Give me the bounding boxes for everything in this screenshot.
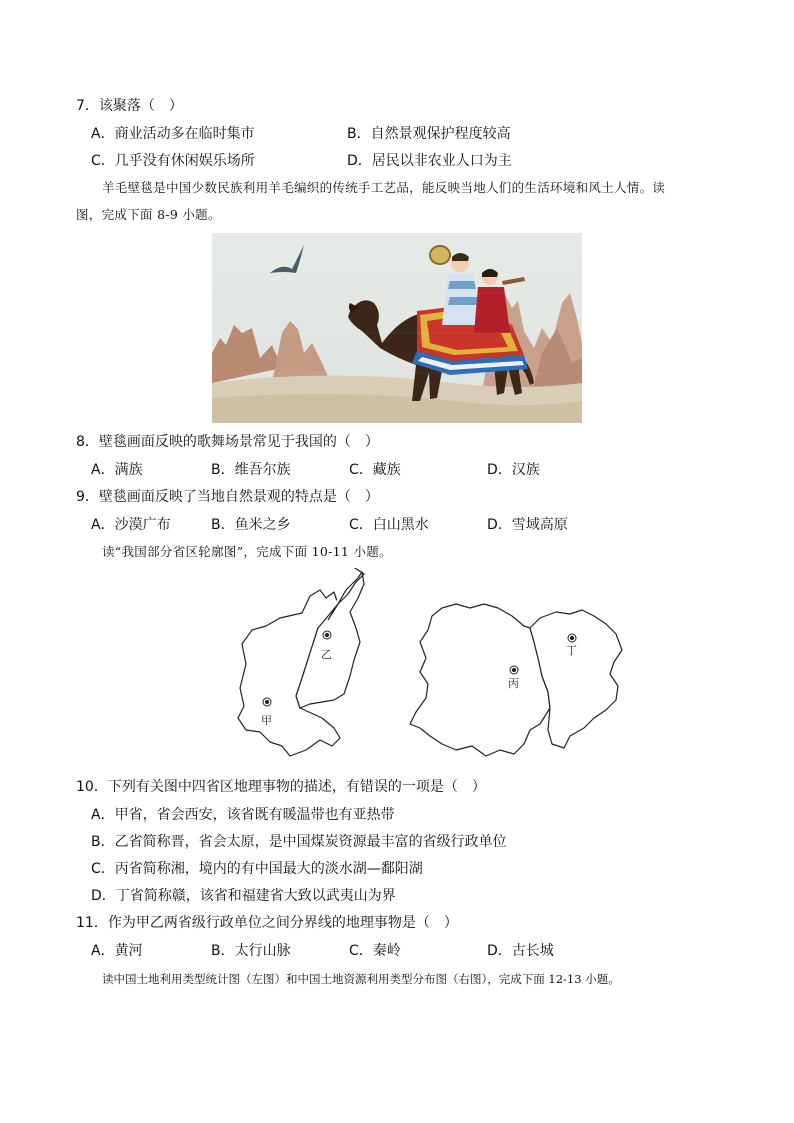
- q10-option-d: D．丁省简称赣，该省和福建省大致以武夷山为界: [91, 888, 396, 904]
- q10-stem: 10．下列有关图中四省区地理事物的描述，有错误的一项是（ ）: [76, 779, 486, 795]
- q9-option-a: A．沙漠广布: [91, 517, 171, 533]
- q10-option-c: C．丙省简称湘，境内的有中国最大的淡水湖—鄱阳湖: [91, 861, 423, 877]
- camel-tapestry-image: [212, 233, 582, 423]
- q8-option-d: D．汉族: [487, 462, 540, 478]
- q10-option-b: B．乙省简称晋，省会太原，是中国煤炭资源最丰富的省级行政单位: [91, 834, 507, 850]
- intro-12-13: 读中国土地利用类型统计图（左图）和中国土地资源利用类型分布图（右图），完成下面 12-13 小题。: [102, 972, 620, 986]
- intro-10-11: 读“我国部分省区轮廓图”，完成下面 10-11 小题。: [102, 544, 392, 559]
- q8-stem: 8．壁毯画面反映的歌舞场景常见于我国的（ ）: [76, 434, 379, 450]
- q11-stem: 11．作为甲乙两省级行政单位之间分界线的地理事物是（ ）: [76, 915, 458, 931]
- map-label-jia: 甲: [261, 714, 272, 727]
- q11-option-a: A．黄河: [91, 943, 143, 959]
- map-label-bing: 丙: [508, 677, 519, 690]
- q11-option-c: C．秦岭: [349, 943, 401, 959]
- q9-option-b: B．鱼米之乡: [211, 517, 291, 533]
- q9-option-c: C．白山黑水: [349, 517, 429, 533]
- map-label-ding: 丁: [566, 644, 577, 657]
- q9-stem: 9．壁毯画面反映了当地自然景观的特点是（ ）: [76, 489, 379, 505]
- intro-8-9-line1: 羊毛壁毯是中国少数民族利用羊毛编织的传统手工艺品，能反映当地人们的生活环境和风土人情。读: [102, 180, 666, 195]
- q10-option-a: A．甲省，省会西安，该省既有暖温带也有亚热带: [91, 807, 395, 823]
- q9-option-d: D．雪域高原: [487, 517, 568, 533]
- q7-option-a: A．商业活动多在临时集市: [91, 126, 255, 142]
- q8-option-a: A．满族: [91, 462, 143, 478]
- province-outline-map: [230, 568, 640, 763]
- q7-option-b: B．自然景观保护程度较高: [347, 126, 511, 142]
- q8-option-c: C．藏族: [349, 462, 401, 478]
- q7-stem: 7．该聚落（ ）: [76, 98, 183, 114]
- q7-option-c: C．几乎没有休闲娱乐场所: [91, 153, 255, 169]
- q8-option-b: B．维吾尔族: [211, 462, 291, 478]
- q11-option-d: D．古长城: [487, 943, 554, 959]
- province-bing-outline: [410, 604, 550, 756]
- province-ding-outline: [530, 610, 622, 748]
- q7-option-d: D．居民以非农业人口为主: [347, 153, 512, 169]
- q11-option-b: B．太行山脉: [211, 943, 291, 959]
- map-label-yi: 乙: [321, 648, 332, 661]
- intro-8-9-line2: 图，完成下面 8-9 小题。: [76, 207, 221, 222]
